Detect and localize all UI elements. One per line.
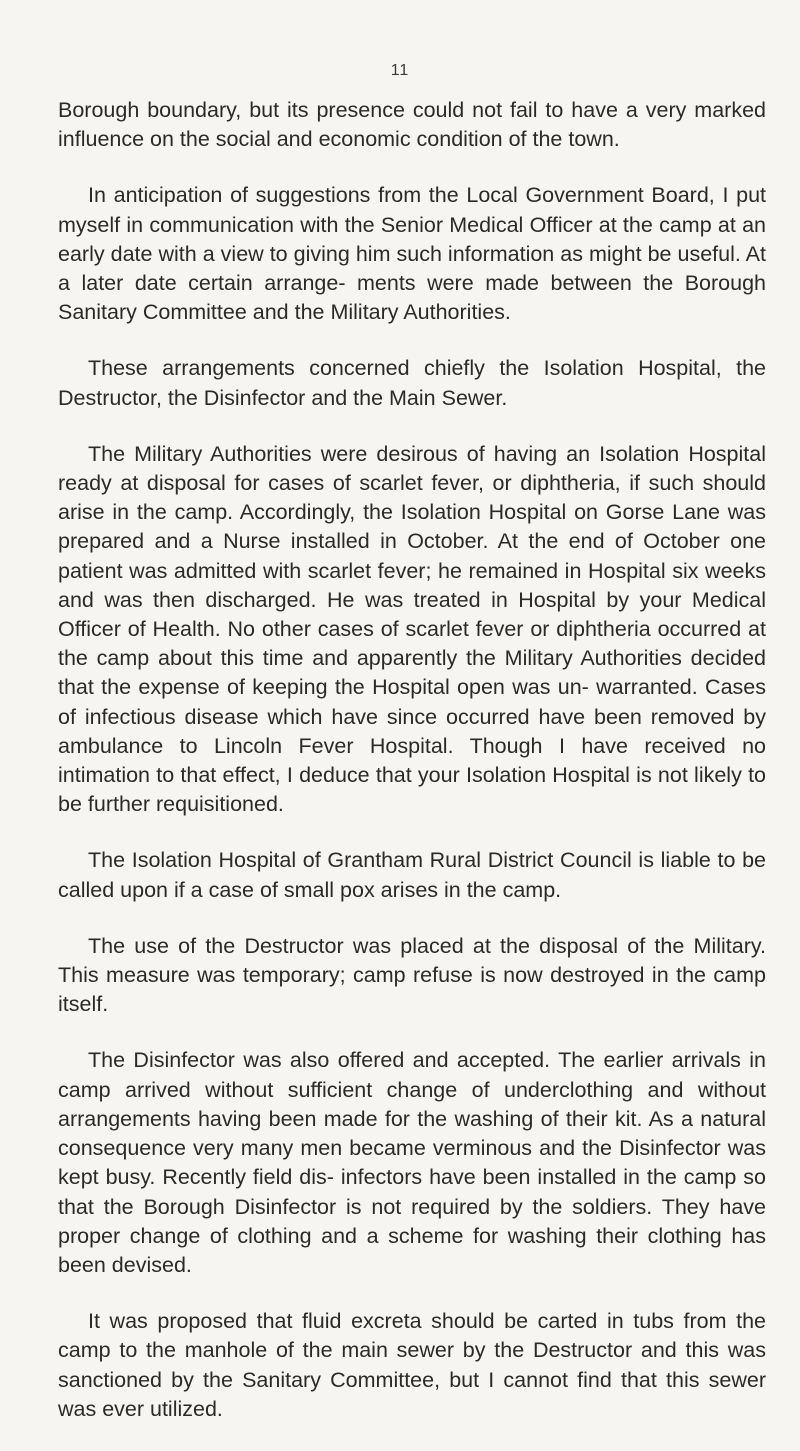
paragraph-destructor: The use of the Destructor was placed at the disposal of the Military. This measure was temporary; camp refuse is now destroyed in the camp itself. (58, 933, 766, 1017)
paragraph-grantham-rural: The Isolation Hospital of Grantham Rural District Council is liable to be called upon if a case of small pox arises in the camp. (58, 848, 766, 902)
paragraph-isolation-hospital: The Military Authorities were desirous of having an Isolation Hospital ready at disposal for cases of scarlet fever, or diphtheria, if such should arise in the camp. Accordingly, the Isolation Hospital on Gorse Lane was prepared and a Nurse installed in October. At the end of October one patient was admitted with scarlet fever; he remained in Hospital six weeks and was then discharged. He was treated in Hospital by your Medical Officer of Health. No other cases of scarlet fever or diphtheria occurred at the camp about this time and apparently the Military Authorities decided that the expense of keeping the Hospital open was un- warranted. Cases of infectious disease which have since occurred have been removed by ambulance to Lincoln Fever Hospital. Though I have received no intimation to that effect, I deduce that your Isolation Hospital is not likely to be further requisitioned. (58, 441, 766, 817)
page-number: 11 (390, 62, 410, 79)
paragraph-local-government-board: In anticipation of suggestions from the Local Government Board, I put myself in communication with the Senior Medical Officer at the camp at an early date with a view to giving him such information as might be useful. At a later date certain arrange- ments were made between the Borough Sanitary Committee and the Military Authorities. (58, 183, 766, 325)
body-text (58, 96, 766, 1451)
paragraph-disinfector: The Disinfector was also offered and accepted. The earlier arrivals in camp arrived without sufficient change of underclothing and without arrangements having been made for the washing of their kit. As a natural consequence very many men became verminous and the Disinfector was kept busy. Recently field dis- infectors have been installed in the camp so that the Borough Disinfector is not required by the soldiers. They have proper change of clothing and a scheme for washing their clothing has been devised. (58, 1048, 766, 1277)
paragraph-borough-boundary: Borough boundary, but its presence could not fail to have a very marked influence on the social and economic condition of the town. (58, 98, 766, 152)
paragraph-arrangements: These arrangements concerned chiefly the Isolation Hospital, the Destructor, the Disinfector and the Main Sewer. (58, 356, 766, 410)
paragraph-main-sewer: It was proposed that fluid excreta should be carted in tubs from the camp to the manhole of the main sewer by the Destructor and this was sanctioned by the Sanitary Committee, but I cannot find that this sewer was ever utilized. (58, 1309, 766, 1421)
